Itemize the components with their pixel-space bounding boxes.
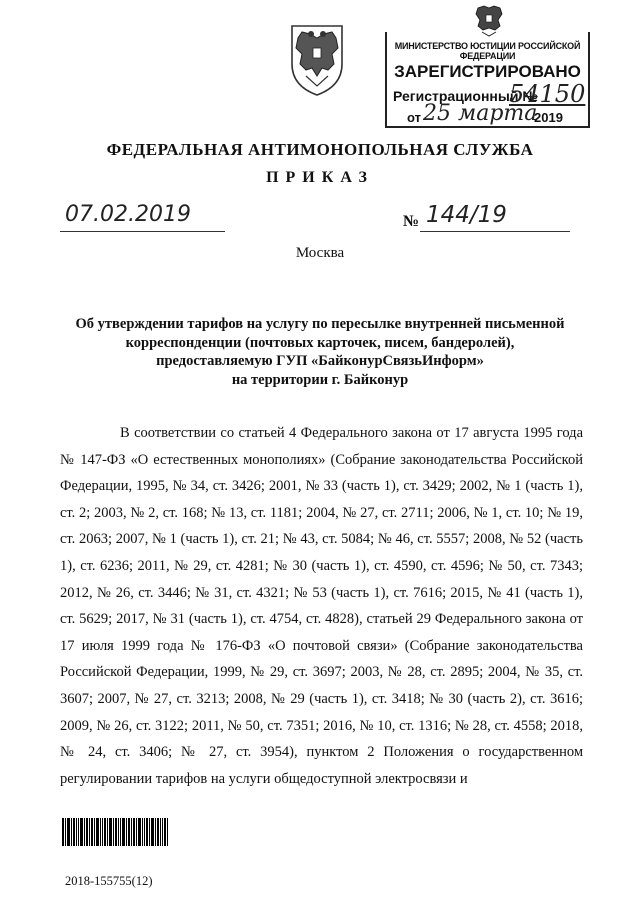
barcode bbox=[62, 818, 168, 846]
body-paragraph bbox=[60, 420, 583, 792]
stamp-reg-number-label: Регистрационный № bbox=[393, 88, 538, 104]
order-number-label: № bbox=[403, 213, 420, 230]
order-subject bbox=[60, 315, 580, 389]
stamp-date: 25 марта bbox=[423, 101, 538, 126]
city: Москва bbox=[295, 245, 345, 261]
subject-line: корреспонденции (почтовых карточек, писем, бандеролей), bbox=[125, 334, 515, 351]
order-number: 144/19 bbox=[426, 202, 507, 228]
subject-line: на территории г. Байконур bbox=[231, 371, 409, 388]
document-code: 2018-155755(12) bbox=[65, 874, 153, 888]
agency-title: ФЕДЕРАЛЬНАЯ АНТИМОНОПОЛЬНАЯ СЛУЖБА bbox=[106, 140, 534, 159]
registration-stamp bbox=[385, 32, 590, 128]
subject-line: предоставляемую ГУП «БайконурСвязьИнформ» bbox=[156, 353, 484, 369]
body-text: В соответствии со статьей 4 Федерального закона от 17 августа 1995 года № 147-ФЗ «О естественных монополиях» (Собрание законодательства Российской Федерации, 1995, № 34, ст. 3426; 2001, № 33 (часть 1), ст. 3429; 2002, № 1 (часть 1), ст. 2; 2003, № 2, ст. 168; № 13, ст. 1181; 2004, № 27, ст. 2711; 2006, № 1, ст. 10; № 19, ст. 2063; 2007, № 1 (часть 1), ст. 21; № 43, ст. 5084; № 46, ст. 5557; 2008, № 52 (часть 1), ст. 6236; 2011, № 29, ст. 4281; № 30 (часть 1), ст. 4590, ст. 4596; № 50, ст. 7343; 2012, № 26, ст. 3446; № 31, ст. 4321; № 53 (часть 1), ст. 7616; 2015, № 41 (часть 1), ст. 5629; 2017, № 31 (часть 1), ст. 4754, ст. 4828), статьей 29 Федерального закона от 17 июля 1999 года № 176-ФЗ «О почтовой связи» (Собрание законодательства Российской Федерации, 1999, № 29, ст. 3697; 2003, № 28, ст. 2895; 2004, № 35, ст. 3607; 2007, № 27, ст. 3213; 2008, № 29 (часть 1), ст. 3418; № 30 (часть 2), ст. 3616; 2009, № 26, ст. 3122; 2011, № 50, ст. 7351; 2016, № 10, ст. 1316; № 28, ст. 4558; 2018, № 24, ст. 3406; № 27, ст. 3954), пунктом 2 Положения о государственном регулировании тарифов на услуги общедоступной электросвязи и bbox=[60, 425, 583, 787]
order-date: 07.02.2019 bbox=[65, 202, 191, 227]
stamp-status: ЗАРЕГИСТРИРОВАНО bbox=[394, 62, 581, 81]
date-underline bbox=[60, 231, 225, 232]
subject-line: Об утверждении тарифов на услугу по пересылке внутренней письменной bbox=[75, 316, 565, 332]
stamp-reg-number: 54150 bbox=[509, 80, 586, 108]
stamp-date-prefix: от bbox=[407, 110, 421, 125]
coat-of-arms-icon bbox=[284, 20, 350, 98]
document-type: ПРИКАЗ bbox=[266, 169, 374, 186]
stamp-year: 2019 bbox=[534, 110, 563, 125]
number-underline bbox=[420, 231, 570, 232]
stamp-ministry: МИНИСТЕРСТВО ЮСТИЦИИ РОССИЙСКОЙ ФЕДЕРАЦИИ bbox=[394, 41, 581, 61]
